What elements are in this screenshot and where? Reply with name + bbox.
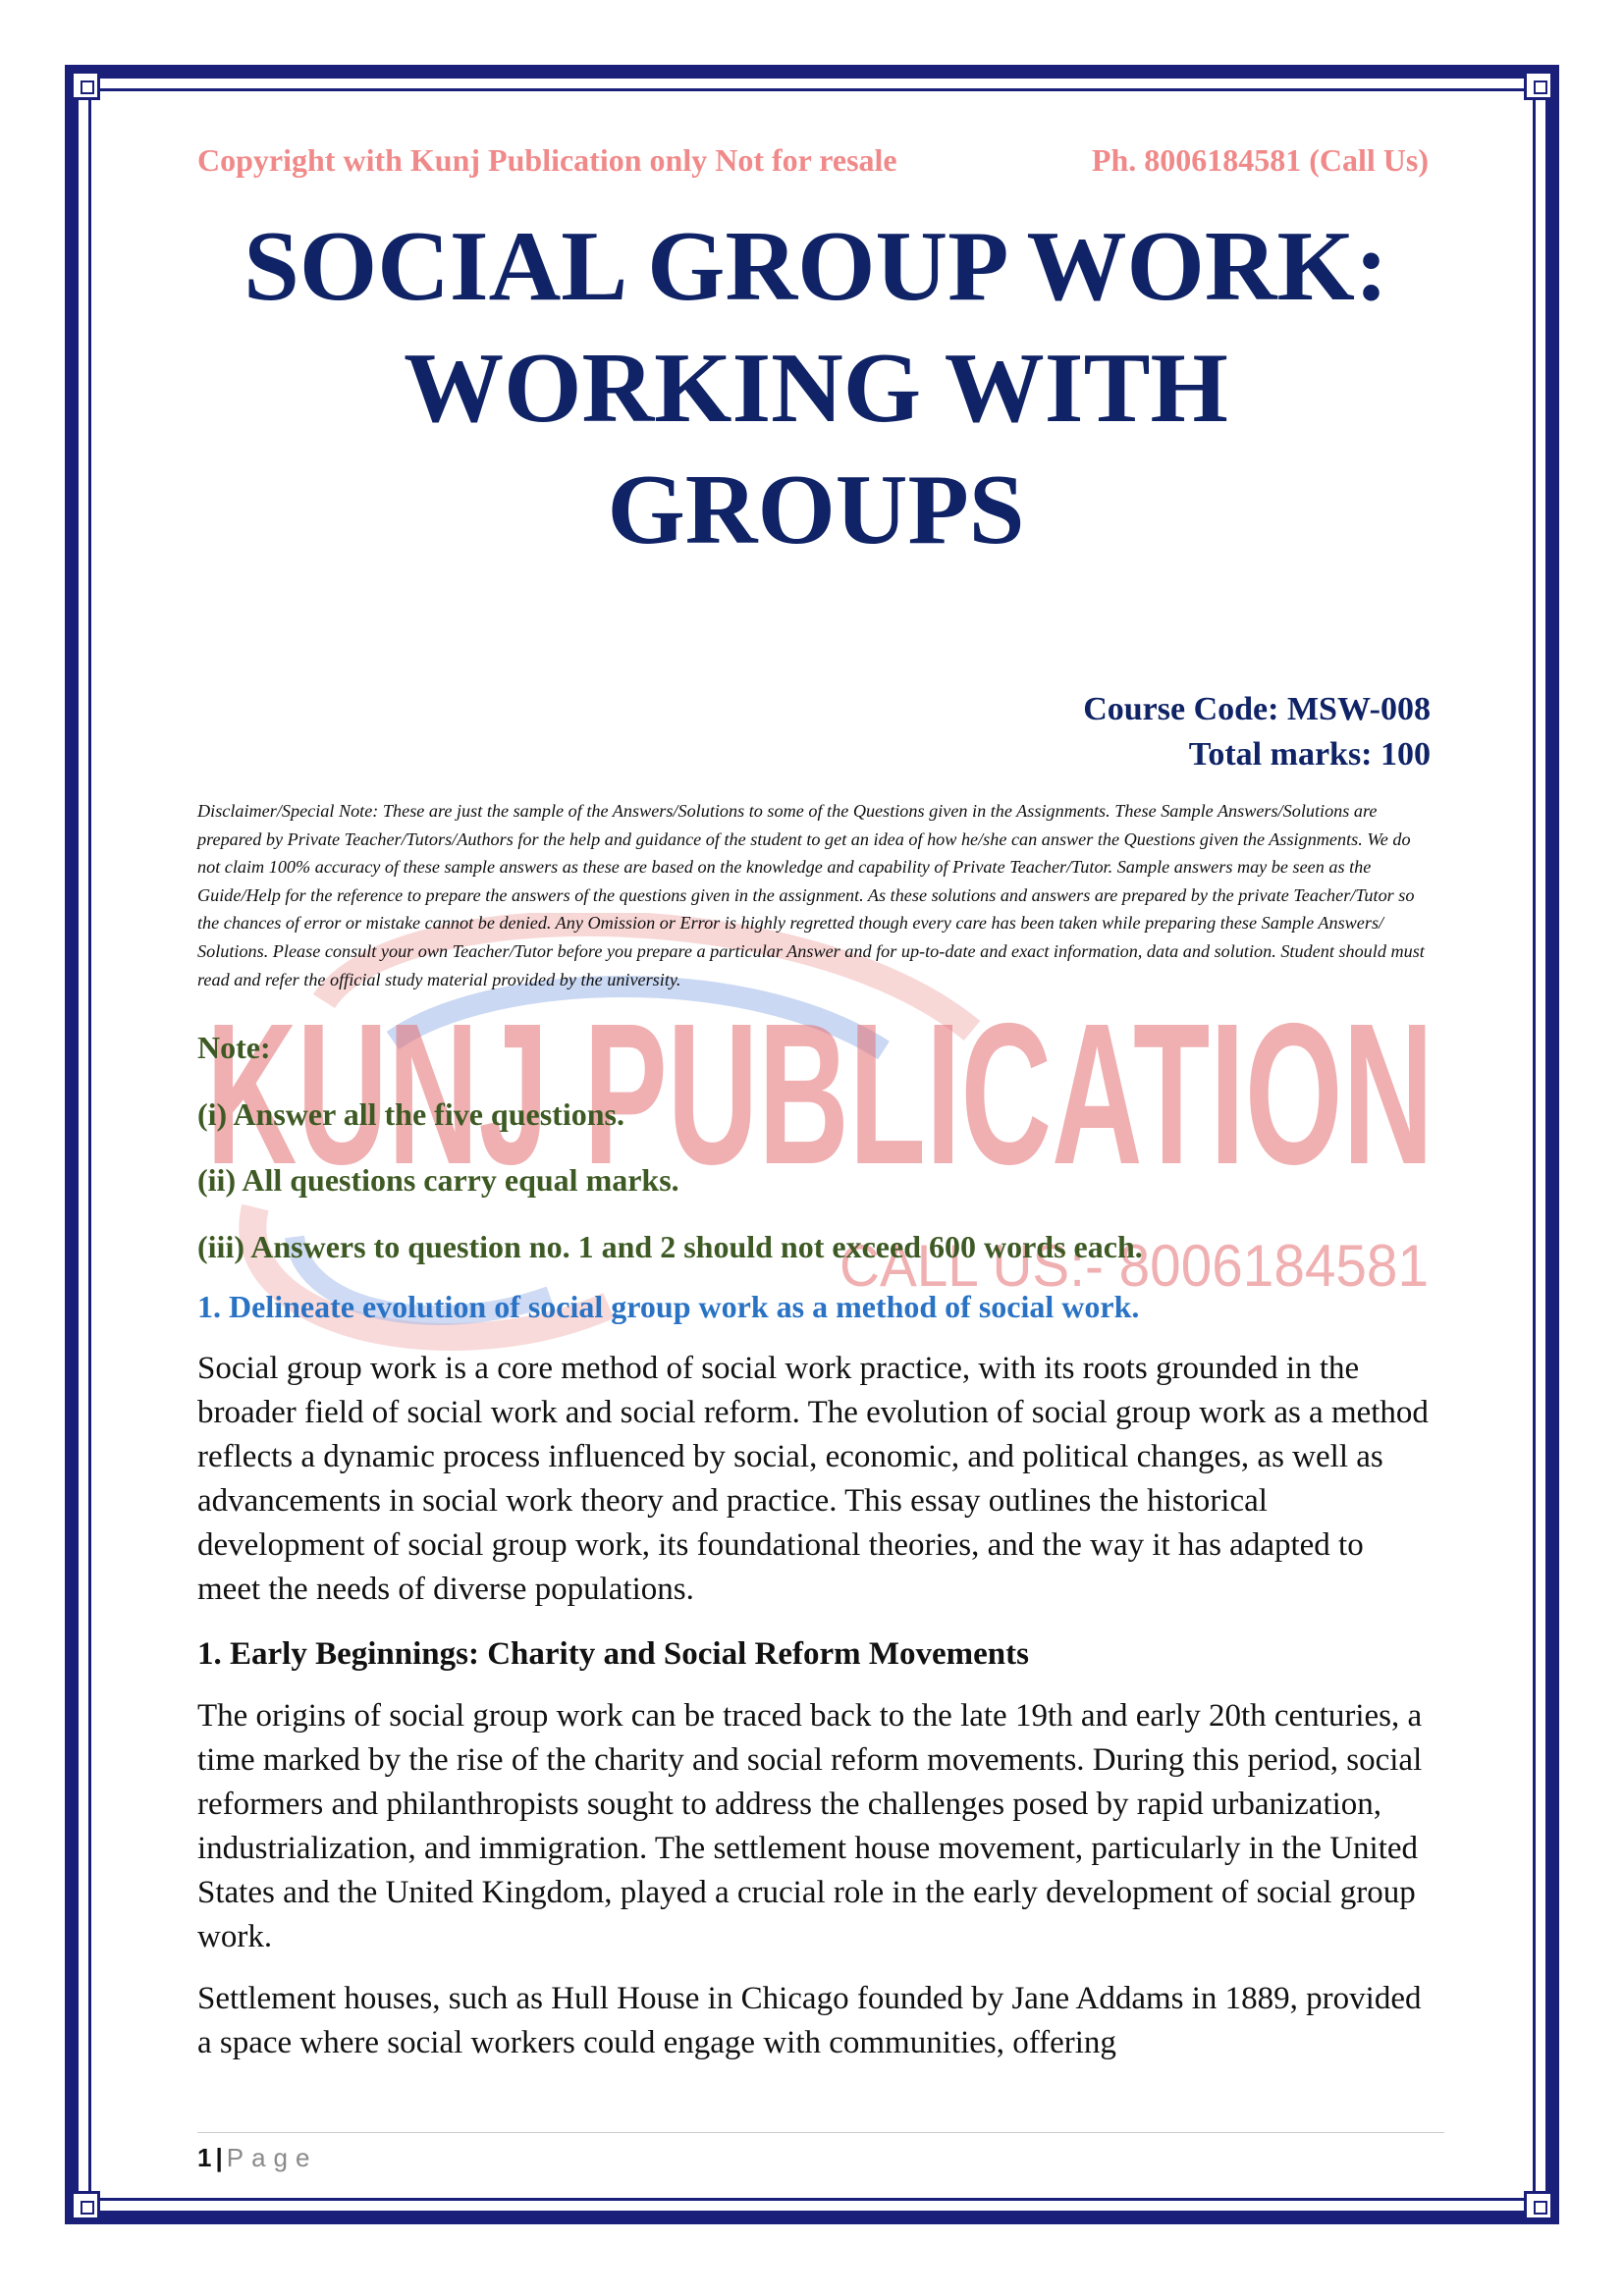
course-code: Course Code: MSW-008 [1083, 691, 1431, 727]
page-number: 1 [197, 2143, 212, 2172]
page-footer [197, 2132, 1444, 2173]
document-title [197, 206, 1435, 571]
copyright-header [197, 135, 1435, 185]
disclaimer-note: Disclaimer/Special Note: These are just the sample of the Answers/Solutions to some of the Questions given in the Assignments. These Sample Answers/Solutions are prepared by Private Teacher/Tutors/Authors for the help and guidance of the student to get an idea of how he/she can answer the Questions given the Assignments. We do not claim 100% accuracy of these sample answers as these are based on the knowledge and capability of Private Teacher/Tutor. Sample answers may be seen as the Guide/Help for the reference to prepare the answers of the questions given in the assignment. As these solutions and answers are prepared by the private Teacher/Tutor so the chances of error or mistake cannot be denied. Any Omission or Error is highly regretted though every care has been taken while preparing these Sample Answers/ Solutions. Please consult your own Teacher/Tutor before you prepare a particular Answer and for up-to-date and exact information, data and solution. Student should must read and refer the official study material provided by the university. [197, 801, 1425, 989]
note-item: (iii) Answers to question no. 1 and 2 should not exceed 600 words each. [197, 1228, 1143, 1264]
title-line: GROUPS [607, 454, 1025, 565]
note-item: (i) Answer all the five questions. [197, 1095, 624, 1132]
border-corner-bottom-left [71, 2191, 100, 2220]
page-content [197, 135, 1435, 2065]
border-corner-top-right [1524, 71, 1553, 100]
answer-paragraph: Social group work is a core method of social work practice, with its roots grounded in the broader field of social work and social reform. The evolution of social group work as a method reflects a dynamic process influenced by social, economic, and political changes, as well as advancements in social work theory and practice. This essay outlines the historical development of social group work, its foundational theories, and the way it has adapted to meet the needs of diverse populations. [197, 1351, 1429, 1608]
phone-text: Ph. 8006184581 (Call Us) [1091, 141, 1429, 178]
note-item: (ii) All questions carry equal marks. [197, 1162, 679, 1199]
note-block [197, 1015, 1435, 1280]
course-info [197, 687, 1435, 777]
title-line: WORKING WITH [404, 333, 1228, 444]
note-label: Note: [197, 1030, 271, 1066]
question-1: 1. Delineate evolution of social group work as a method of social work. [197, 1289, 1140, 1325]
footer-separator: | [215, 2143, 223, 2172]
page-label: Page [226, 2143, 318, 2172]
watermark-call-text: CALL US:- 8006184581 [839, 1233, 1429, 1299]
section-heading: 1. Early Beginnings: Charity and Social Reform Movements [197, 1636, 1029, 1673]
title-line: SOCIAL GROUP WORK: [244, 211, 1388, 322]
answer-paragraph: The origins of social group work can be traced back to the late 19th and early 20th centuries, a time marked by the rise of the charity and social reform movements. During this period, social reformers and philanthropists sought to address the challenges posed by rapid urbanization, industrialization, and immigration. The settlement house movement, particularly in the United States and the United Kingdom, played a crucial role in the early development of social group work. [197, 1698, 1423, 1955]
copyright-text: Copyright with Kunj Publication only Not for resale [197, 141, 897, 178]
total-marks: Total marks: 100 [1188, 736, 1431, 773]
watermark-brand-text: KUNJ PUBLICATION [206, 982, 1434, 1206]
border-corner-bottom-right [1524, 2191, 1553, 2220]
answer-paragraph: Settlement houses, such as Hull House in Chicago founded by Jane Addams in 1889, provided a space where social workers could engage with communities, offering [197, 1981, 1422, 2061]
border-corner-top-left [71, 71, 100, 100]
